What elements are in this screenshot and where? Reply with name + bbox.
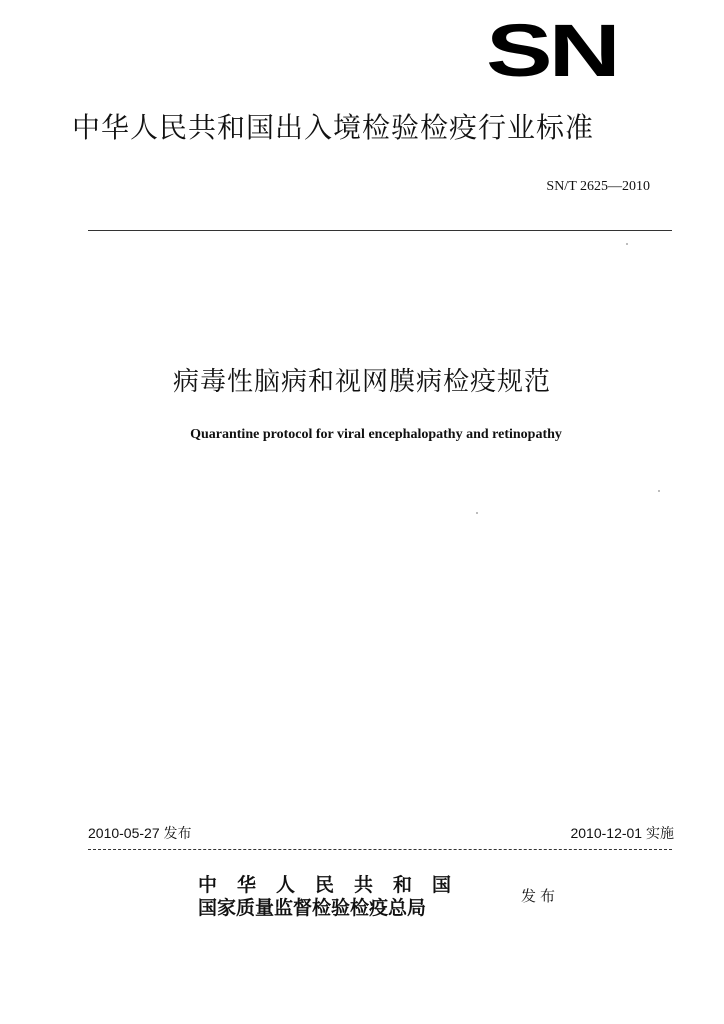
publish-date: 2010-05-27 发布 xyxy=(88,825,192,841)
scan-speck xyxy=(476,512,478,514)
bottom-divider xyxy=(88,849,672,850)
issuer-agency: 国家质量监督检验检疫总局 xyxy=(198,897,427,919)
document-title-english: Quarantine protocol for viral encephalopathy and retinopathy xyxy=(190,427,562,442)
issuer-country: 中华人民共和国 xyxy=(198,874,472,896)
implementation-date: 2010-12-01 实施 xyxy=(570,825,674,841)
document-title-chinese: 病毒性脑病和视网膜病检疫规范 xyxy=(172,367,551,397)
issued-label: 发布 xyxy=(521,887,560,905)
top-divider xyxy=(88,230,672,231)
standard-number: SN/T 2625—2010 xyxy=(546,179,650,194)
scan-speck xyxy=(658,490,660,492)
issuing-authority xyxy=(198,874,598,924)
sn-logo: SN xyxy=(486,9,617,92)
industry-standard-heading: 中华人民共和国出入境检验检疫行业标准 xyxy=(72,111,595,144)
scan-speck xyxy=(626,243,628,245)
